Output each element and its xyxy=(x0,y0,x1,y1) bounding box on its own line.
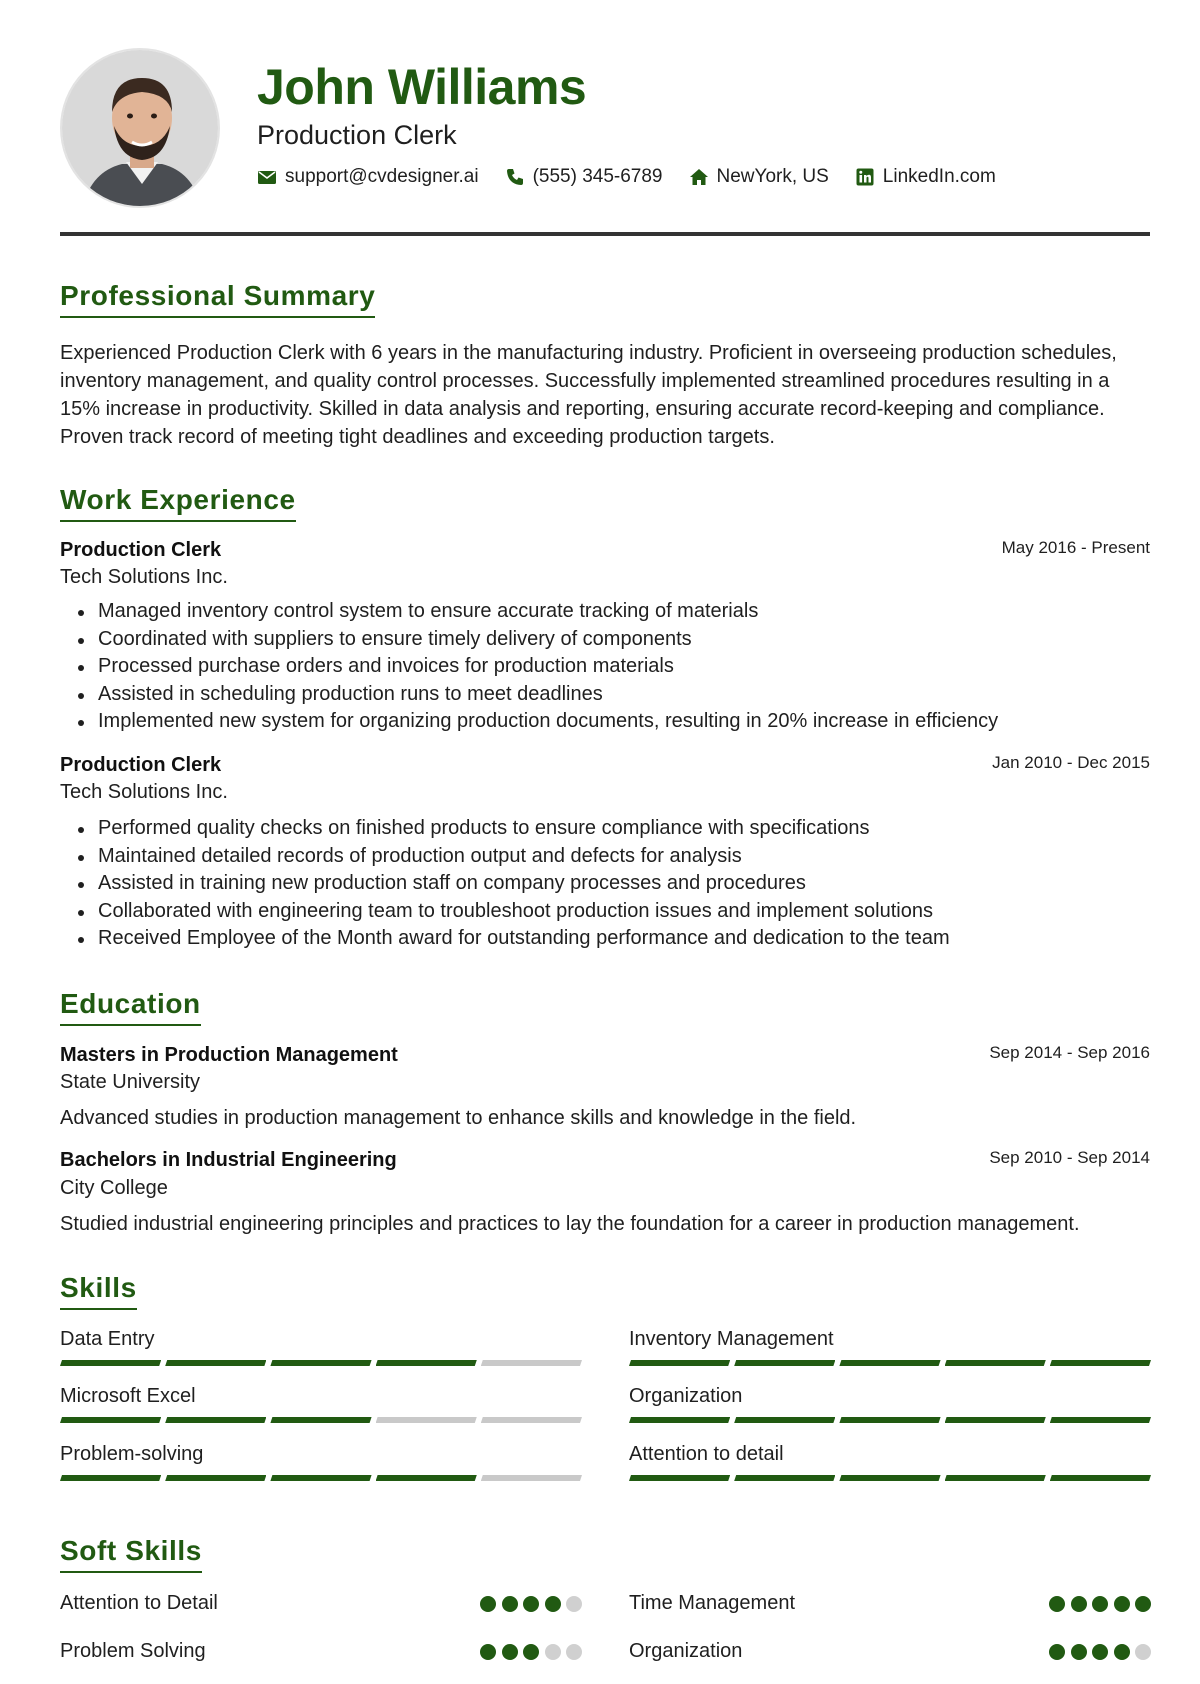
job-2-company: Tech Solutions Inc. xyxy=(60,781,228,803)
skill-level-bar xyxy=(60,1360,582,1368)
list-item: Assisted in training new production staff on company processes and procedures xyxy=(98,870,1148,898)
skill-level-segment xyxy=(60,1417,161,1423)
contact-location xyxy=(689,166,829,188)
rating-dot xyxy=(1135,1596,1151,1612)
rating-dot xyxy=(1049,1644,1065,1660)
list-item: Performed quality checks on finished products to ensure compliance with specifications xyxy=(98,815,1148,843)
skills-heading: Skills xyxy=(60,1272,137,1310)
contact-email-text: support@cvdesigner.ai xyxy=(285,166,479,187)
skill-level-segment xyxy=(734,1417,835,1423)
soft-skill-label: Problem Solving xyxy=(60,1640,206,1662)
job-2-title: Production Clerk xyxy=(60,754,222,776)
rating-dot xyxy=(566,1596,582,1612)
soft-skill-organization xyxy=(629,1640,1151,1670)
rating-dot xyxy=(1049,1596,1065,1612)
skill-level-segment xyxy=(1050,1360,1151,1366)
job-1-dates: May 2016 - Present xyxy=(1001,538,1150,557)
rating-dot xyxy=(1092,1596,1108,1612)
summary-heading: Professional Summary xyxy=(60,280,375,318)
job-2-bullets xyxy=(98,815,1148,953)
skill-problem-solving xyxy=(60,1443,582,1469)
contact-email[interactable] xyxy=(257,166,479,188)
linkedin-icon xyxy=(855,167,875,187)
job-1-company: Tech Solutions Inc. xyxy=(60,566,228,588)
edu-2-dates: Sep 2010 - Sep 2014 xyxy=(989,1148,1150,1167)
contact-location-text: NewYork, US xyxy=(716,166,829,187)
contact-bar xyxy=(257,166,1022,188)
edu-2-description: Studied industrial engineering principles and practices to lay the foundation for a career in production management. xyxy=(60,1213,1080,1235)
edu-1-description: Advanced studies in production management to enhance skills and knowledge in the field. xyxy=(60,1107,857,1129)
rating-dot xyxy=(523,1596,539,1612)
skill-level-segment xyxy=(270,1475,371,1481)
edu-2-degree: Bachelors in Industrial Engineering xyxy=(60,1149,397,1171)
experience-heading: Work Experience xyxy=(60,484,296,522)
skill-label: Microsoft Excel xyxy=(60,1385,196,1407)
rating-dot xyxy=(502,1596,518,1612)
soft-skill-rating xyxy=(480,1596,582,1614)
phone-icon xyxy=(505,167,525,187)
skill-level-bar xyxy=(60,1417,582,1425)
rating-dot xyxy=(480,1596,496,1612)
list-item: Received Employee of the Month award for outstanding performance and dedication to the team xyxy=(98,925,1148,953)
rating-dot xyxy=(502,1644,518,1660)
rating-dot xyxy=(1135,1644,1151,1660)
skill-label: Inventory Management xyxy=(629,1328,834,1350)
skill-label: Problem-solving xyxy=(60,1443,204,1465)
rating-dot xyxy=(523,1644,539,1660)
contact-linkedin[interactable] xyxy=(855,166,996,188)
skill-microsoft-excel xyxy=(60,1385,582,1411)
education-heading: Education xyxy=(60,988,201,1026)
candidate-name: John Williams xyxy=(257,59,587,115)
rating-dot xyxy=(1071,1596,1087,1612)
skill-level-segment xyxy=(945,1475,1046,1481)
list-item: Collaborated with engineering team to troubleshoot production issues and implement solutions xyxy=(98,898,1148,926)
edu-1-dates: Sep 2014 - Sep 2016 xyxy=(989,1043,1150,1062)
summary-text: Experienced Production Clerk with 6 years in the manufacturing industry. Proficient in overseeing production schedules, inventory management, and quality control processes. Successfully implemented streamlined procedures resulting in a 15% increase in productivity. Skilled in data analysis and reporting, ensuring accurate record-keeping and compliance. Proven track record of meeting tight deadlines and exceeding production targets. xyxy=(60,342,1117,448)
skill-data-entry xyxy=(60,1328,582,1354)
skill-level-bar xyxy=(629,1417,1151,1425)
skill-level-segment xyxy=(1050,1475,1151,1481)
skill-inventory-management xyxy=(629,1328,1151,1354)
contact-linkedin-text: LinkedIn.com xyxy=(882,166,996,187)
skill-level-bar xyxy=(629,1475,1151,1483)
list-item: Processed purchase orders and invoices for production materials xyxy=(98,653,1148,681)
edu-1-school: State University xyxy=(60,1071,201,1093)
list-item: Implemented new system for organizing production documents, resulting in 20% increase in efficiency xyxy=(98,708,1148,736)
candidate-title: Production Clerk xyxy=(257,120,457,150)
skill-organization xyxy=(629,1385,1151,1411)
rating-dot xyxy=(545,1596,561,1612)
soft-skill-label: Time Management xyxy=(629,1592,795,1614)
skill-level-segment xyxy=(734,1475,835,1481)
skill-level-segment xyxy=(734,1360,835,1366)
skill-attention-to-detail xyxy=(629,1443,1151,1469)
edu-2-school: City College xyxy=(60,1177,168,1199)
rating-dot xyxy=(1114,1644,1130,1660)
list-item: Managed inventory control system to ensure accurate tracking of materials xyxy=(98,598,1148,626)
skill-level-segment xyxy=(481,1417,582,1423)
rating-dot xyxy=(1092,1644,1108,1660)
skill-level-segment xyxy=(1050,1417,1151,1423)
soft-skill-time-management xyxy=(629,1592,1151,1622)
profile-photo xyxy=(60,48,220,208)
soft-skill-problem-solving xyxy=(60,1640,582,1670)
rating-dot xyxy=(545,1644,561,1660)
contact-phone-text: (555) 345-6789 xyxy=(532,166,663,187)
skill-level-segment xyxy=(839,1475,940,1481)
skill-level-segment xyxy=(165,1475,266,1481)
skill-level-bar xyxy=(60,1475,582,1483)
skill-label: Data Entry xyxy=(60,1328,155,1350)
list-item: Maintained detailed records of production output and defects for analysis xyxy=(98,843,1148,871)
skill-level-segment xyxy=(945,1360,1046,1366)
soft-skill-rating xyxy=(1049,1596,1151,1614)
list-item: Assisted in scheduling production runs to meet deadlines xyxy=(98,681,1148,709)
skill-level-segment xyxy=(60,1360,161,1366)
skill-level-segment xyxy=(945,1417,1046,1423)
skill-level-segment xyxy=(270,1360,371,1366)
job-2-dates: Jan 2010 - Dec 2015 xyxy=(992,753,1150,772)
list-item: Coordinated with suppliers to ensure timely delivery of components xyxy=(98,626,1148,654)
skill-level-segment xyxy=(60,1475,161,1481)
rating-dot xyxy=(1114,1596,1130,1612)
skill-level-segment xyxy=(481,1475,582,1481)
profile-photo-illustration xyxy=(62,50,220,208)
contact-phone[interactable] xyxy=(505,166,663,188)
skill-level-segment xyxy=(270,1417,371,1423)
skill-level-segment xyxy=(376,1417,477,1423)
skill-level-segment xyxy=(839,1360,940,1366)
soft-skills-heading: Soft Skills xyxy=(60,1535,202,1573)
skill-level-segment xyxy=(376,1360,477,1366)
home-icon xyxy=(689,167,709,187)
skill-level-segment xyxy=(481,1360,582,1366)
soft-skill-label: Attention to Detail xyxy=(60,1592,218,1614)
skill-level-segment xyxy=(165,1417,266,1423)
job-1-bullets xyxy=(98,598,1148,736)
skill-level-bar xyxy=(629,1360,1151,1368)
soft-skill-attention-to-detail xyxy=(60,1592,582,1622)
skill-level-segment xyxy=(629,1475,730,1481)
skill-label: Attention to detail xyxy=(629,1443,784,1465)
soft-skill-label: Organization xyxy=(629,1640,743,1662)
rating-dot xyxy=(1071,1644,1087,1660)
rating-dot xyxy=(480,1644,496,1660)
skill-label: Organization xyxy=(629,1385,743,1407)
header-divider xyxy=(60,232,1150,236)
skill-level-segment xyxy=(629,1360,730,1366)
envelope-icon xyxy=(257,167,277,187)
edu-1-degree: Masters in Production Management xyxy=(60,1044,398,1066)
skill-level-segment xyxy=(165,1360,266,1366)
skill-level-segment xyxy=(376,1475,477,1481)
soft-skill-rating xyxy=(1049,1644,1151,1662)
rating-dot xyxy=(566,1644,582,1660)
job-1-title: Production Clerk xyxy=(60,539,222,561)
resume-header xyxy=(60,48,1150,208)
skill-level-segment xyxy=(629,1417,730,1423)
skill-level-segment xyxy=(839,1417,940,1423)
soft-skill-rating xyxy=(480,1644,582,1662)
